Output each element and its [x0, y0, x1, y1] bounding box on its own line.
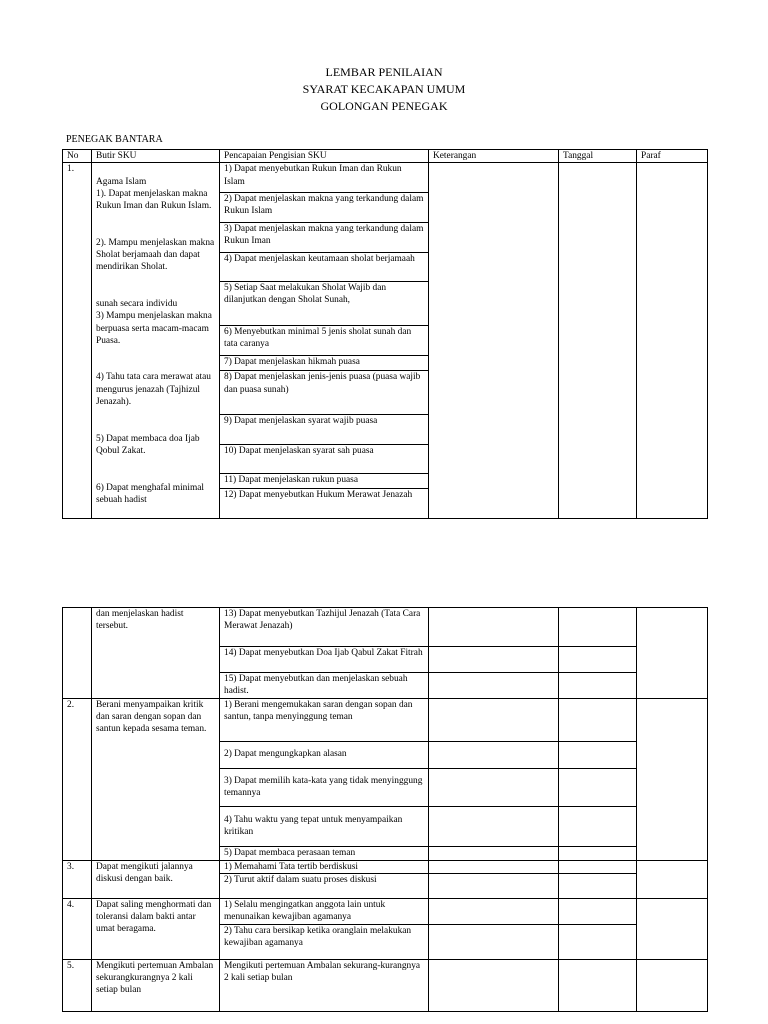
row-number: 4. — [63, 898, 92, 959]
tanggal-cell — [559, 647, 637, 673]
header-pencapaian: Pencapaian Pengisian SKU — [220, 150, 429, 163]
table-row — [63, 163, 708, 193]
paraf-cell — [637, 163, 708, 519]
pencapaian-cell: 2) Turut aktif dalam suatu proses diskusi — [220, 873, 429, 898]
pencapaian-cell: 1) Selalu mengingatkan anggota lain untuk menunaikan kewajiban agamanya — [220, 898, 429, 924]
tanggal-cell — [559, 846, 637, 860]
pencapaian-cell: 15) Dapat menyebutkan dan menjelaskan sebuah hadist. — [220, 673, 429, 699]
keterangan-cell — [429, 768, 559, 806]
pencapaian-cell: Mengikuti pertemuan Ambalan sekurang-kurangnya 2 kali setiap bulan — [220, 959, 429, 1011]
title-line-1: LEMBAR PENILAIAN — [325, 65, 443, 79]
tanggal-cell — [559, 924, 637, 959]
row-number: 3. — [63, 860, 92, 898]
paraf-cell — [637, 959, 708, 1011]
pencapaian-cell: 3) Dapat menjelaskan makna yang terkandung dalam Rukun Iman — [220, 222, 429, 252]
header-no: No — [63, 150, 92, 163]
pencapaian-cell: 2) Dapat menjelaskan makna yang terkandung dalam Rukun Islam — [220, 193, 429, 223]
pencapaian-cell: 1) Berani mengemukakan saran dengan sopan dan santun, tanpa menyinggung teman — [220, 698, 429, 741]
assessment-table-part-1 — [62, 149, 708, 519]
keterangan-cell — [429, 673, 559, 699]
paraf-cell — [637, 898, 708, 959]
pencapaian-cell: 3) Dapat memilih kata-kata yang tidak menyinggung temannya — [220, 768, 429, 806]
title-line-2: SYARAT KECAKAPAN UMUM — [302, 82, 466, 96]
table-row — [63, 698, 708, 741]
keterangan-cell — [429, 846, 559, 860]
assessment-table-part-2 — [62, 607, 708, 1012]
butir-text: 6) Dapat menghafal minimal sebuah hadist — [96, 482, 205, 505]
page-title — [0, 64, 768, 115]
pencapaian-cell: 10) Dapat menjelaskan syarat sah puasa — [220, 444, 429, 473]
tanggal-cell — [559, 163, 637, 519]
header-keterangan: Keterangan — [429, 150, 559, 163]
row-number: 1. — [63, 163, 92, 519]
butir-text: 5) Dapat membaca doa Ijab Qobul Zakat. — [96, 433, 200, 456]
tanggal-cell — [559, 741, 637, 768]
tanggal-cell — [559, 608, 637, 647]
pencapaian-cell: 13) Dapat menyebutkan Tazhijul Jenazah (Tata Cara Merawat Jenazah) — [220, 608, 429, 647]
keterangan-cell — [429, 873, 559, 898]
header-butir: Butir SKU — [92, 150, 220, 163]
paraf-cell — [637, 608, 708, 699]
table-header-row — [63, 150, 708, 163]
butir-cell: Berani menyampaikan kritik dan saran dengan sopan dan santun kepada sesama teman. — [92, 698, 220, 860]
pencapaian-cell: 4) Tahu waktu yang tepat untuk menyampaikan kritikan — [220, 806, 429, 846]
section-subtitle: PENEGAK BANTARA — [66, 134, 163, 145]
keterangan-cell — [429, 959, 559, 1011]
keterangan-cell — [429, 860, 559, 873]
table-row — [63, 608, 708, 647]
butir-cell: Mengikuti pertemuan Ambalan sekurangkurangnya 2 kali setiap bulan — [92, 959, 220, 1011]
paraf-cell — [637, 860, 708, 898]
pencapaian-cell: 1) Memahami Tata tertib berdiskusi — [220, 860, 429, 873]
pencapaian-cell: 2) Tahu cara bersikap ketika oranglain melakukan kewajiban agamanya — [220, 924, 429, 959]
pencapaian-cell: 12) Dapat menyebutkan Hukum Merawat Jenazah — [220, 489, 429, 519]
row-number: 5. — [63, 959, 92, 1011]
tanggal-cell — [559, 768, 637, 806]
header-paraf: Paraf — [637, 150, 708, 163]
table-row — [63, 898, 708, 924]
pencapaian-cell: 2) Dapat mengungkapkan alasan — [220, 741, 429, 768]
keterangan-cell — [429, 898, 559, 924]
keterangan-cell — [429, 741, 559, 768]
keterangan-cell — [429, 806, 559, 846]
butir-cell: Dapat saling menghormati dan toleransi dalam bakti antar umat beragama. — [92, 898, 220, 959]
tanggal-cell — [559, 860, 637, 873]
pencapaian-cell: 5) Dapat membaca perasaan teman — [220, 846, 429, 860]
pencapaian-cell: 4) Dapat menjelaskan keutamaan sholat berjamaah — [220, 252, 429, 281]
butir-text: 2). Mampu menjelaskan makna Sholat berjamaah dan dapat mendirikan Sholat. — [96, 237, 215, 273]
tanggal-cell — [559, 898, 637, 924]
pencapaian-cell: 5) Setiap Saat melakukan Sholat Wajib dan dilanjutkan dengan Sholat Sunah, — [220, 281, 429, 325]
tanggal-cell — [559, 959, 637, 1011]
tanggal-cell — [559, 698, 637, 741]
header-tanggal: Tanggal — [559, 150, 637, 163]
butir-cell — [92, 163, 220, 519]
pencapaian-cell: 8) Dapat menjelaskan jenis-jenis puasa (puasa wajib dan puasa sunah) — [220, 371, 429, 415]
pencapaian-cell: 1) Dapat menyebutkan Rukun Iman dan Rukun Islam — [220, 163, 429, 193]
title-line-3: GOLONGAN PENEGAK — [320, 99, 448, 113]
tanggal-cell — [559, 806, 637, 846]
keterangan-cell — [429, 163, 559, 519]
paraf-cell — [637, 698, 708, 860]
row-number — [63, 608, 92, 699]
butir-cell: Dapat mengikuti jalannya diskusi dengan baik. — [92, 860, 220, 898]
keterangan-cell — [429, 698, 559, 741]
row-number: 2. — [63, 698, 92, 860]
pencapaian-cell: 7) Dapat menjelaskan hikmah puasa — [220, 355, 429, 370]
butir-cell: dan menjelaskan hadist tersebut. — [92, 608, 220, 699]
table-row — [63, 959, 708, 1011]
pencapaian-cell: 9) Dapat menjelaskan syarat wajib puasa — [220, 415, 429, 444]
table-row — [63, 860, 708, 873]
tanggal-cell — [559, 873, 637, 898]
pencapaian-cell: 14) Dapat menyebutkan Doa Ijab Qabul Zakat Fitrah — [220, 647, 429, 673]
keterangan-cell — [429, 924, 559, 959]
butir-text: sunah secara individu 3) Mampu menjelaskan makna berpuasa serta macam-macam Puasa. — [96, 298, 212, 346]
tanggal-cell — [559, 673, 637, 699]
butir-text: Agama Islam 1). Dapat menjelaskan makna Rukun Iman dan Rukun Islam. — [96, 176, 212, 212]
keterangan-cell — [429, 608, 559, 647]
keterangan-cell — [429, 647, 559, 673]
pencapaian-cell: 11) Dapat menjelaskan rukun puasa — [220, 473, 429, 488]
pencapaian-cell: 6) Menyebutkan minimal 5 jenis sholat sunah dan tata caranya — [220, 325, 429, 355]
butir-text: 4) Tahu tata cara merawat atau mengurus jenazah (Tajhizul Jenazah). — [96, 372, 211, 408]
